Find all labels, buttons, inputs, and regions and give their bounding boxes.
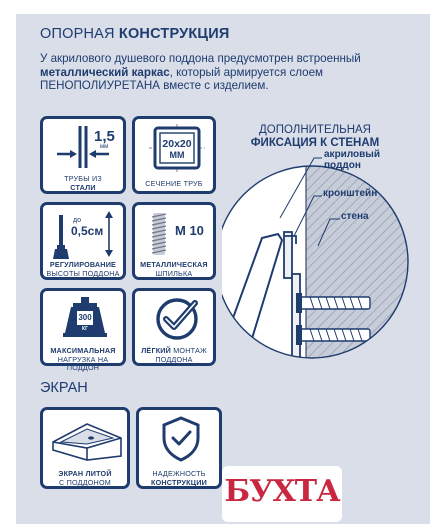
callout-wall <box>341 211 369 222</box>
reliability-label-1: НАДЕЖНОСТЬ <box>152 469 206 478</box>
callout-tray-2: поддон <box>324 160 361 171</box>
fixation-title-1: ДОПОЛНИТЕЛЬНАЯ <box>258 124 371 136</box>
cast-screen-icon <box>51 416 123 462</box>
intro-part2: , который армируется слоем ПЕНОПОЛИУРЕТАНА вместе с изделием. <box>40 65 324 92</box>
card-max-load <box>40 288 126 373</box>
stud-value: M 10 <box>175 223 204 238</box>
intro-bold: металлический каркас <box>40 65 170 79</box>
brand-logo: БУХТА <box>224 474 340 509</box>
easy-mount-label-bold: ЛЁГКИЙ <box>141 346 172 355</box>
weight-value: 300 <box>78 313 92 322</box>
title-regular: ОПОРНАЯ <box>40 26 119 42</box>
tube-section-unit: ММ <box>169 150 185 160</box>
callout-bracket <box>323 188 377 199</box>
tube-section-label <box>135 180 213 189</box>
title-bold: КОНСТРУКЦИЯ <box>118 26 230 42</box>
steel-tube-label <box>43 175 123 192</box>
bracket <box>284 232 292 278</box>
max-load-label-2: НАГРУЗКА НА ПОДДОН <box>57 354 109 373</box>
steel-tube-icon <box>53 124 117 170</box>
easy-mount-label-1: МОНТАЖ <box>171 346 207 355</box>
card-easy-mount <box>132 288 216 366</box>
tube-section-icon <box>149 124 205 172</box>
cast-screen-label-1: ЭКРАН ЛИТОЙ <box>58 469 112 478</box>
reliability-label-2: КОНСТРУКЦИИ <box>151 477 207 487</box>
callout-wall-text: стена <box>341 211 369 222</box>
max-load-label-1: МАКСИМАЛЬНАЯ <box>50 346 116 355</box>
check-badge-icon <box>153 295 201 343</box>
card-reliability <box>136 407 222 489</box>
height-value: 0,5см <box>71 224 104 238</box>
steel-tube-label-1: ТРУБЫ ИЗ <box>64 174 102 183</box>
brand-logo-box <box>222 466 342 522</box>
reliability-label <box>139 470 219 487</box>
card-stud <box>132 202 216 280</box>
max-load-label <box>43 347 123 373</box>
callout-tray-1: акриловый <box>324 149 380 160</box>
easy-mount-label <box>135 347 213 364</box>
card-height-adjust <box>40 202 126 280</box>
steel-tube-unit: мм <box>100 144 109 150</box>
card-steel-tubes <box>40 116 126 194</box>
stud-label <box>135 261 213 278</box>
shield-check-icon <box>161 416 201 462</box>
intro-text <box>40 52 385 93</box>
card-cast-screen <box>40 407 130 489</box>
weight-icon <box>53 295 117 345</box>
page-title <box>40 26 229 42</box>
stud-label-1: МЕТАЛЛИЧЕСКАЯ <box>140 260 208 269</box>
weight-unit: КГ <box>82 326 88 332</box>
stud-label-2: ШПИЛЬКА <box>155 268 193 278</box>
steel-tube-value: 1,5 <box>94 128 115 145</box>
screen-title: ЭКРАН <box>40 380 88 396</box>
card-tube-section <box>132 116 216 194</box>
cast-screen-label-2: С ПОДДОНОМ <box>59 477 111 487</box>
callout-bracket-text: кронштейн <box>323 188 378 199</box>
fixation-title-2: ФИКСАЦИЯ К СТЕНАМ <box>250 137 380 149</box>
height-adjust-label-1: РЕГУЛИРОВАНИЕ <box>49 260 117 269</box>
adjustable-leg-icon <box>49 209 121 261</box>
callout-tray <box>324 149 380 171</box>
tube-section-value: 20x20 <box>162 138 192 150</box>
easy-mount-label-2: ПОДДОНА <box>155 354 193 364</box>
threaded-stud-icon <box>143 209 213 261</box>
tube-section-label-1: СЕЧЕНИЕ ТРУБ <box>145 179 203 188</box>
height-prefix: до <box>73 217 81 224</box>
intro-part1: У акрилового душевого поддона предусмотрен встроенный <box>40 52 361 65</box>
wall-fixation-diagram <box>222 146 422 378</box>
cast-screen-label <box>43 470 127 487</box>
height-adjust-label <box>43 261 123 278</box>
height-adjust-label-2: ВЫСОТЫ ПОДДОНА <box>46 268 120 278</box>
steel-tube-label-2: СТАЛИ <box>70 182 96 192</box>
